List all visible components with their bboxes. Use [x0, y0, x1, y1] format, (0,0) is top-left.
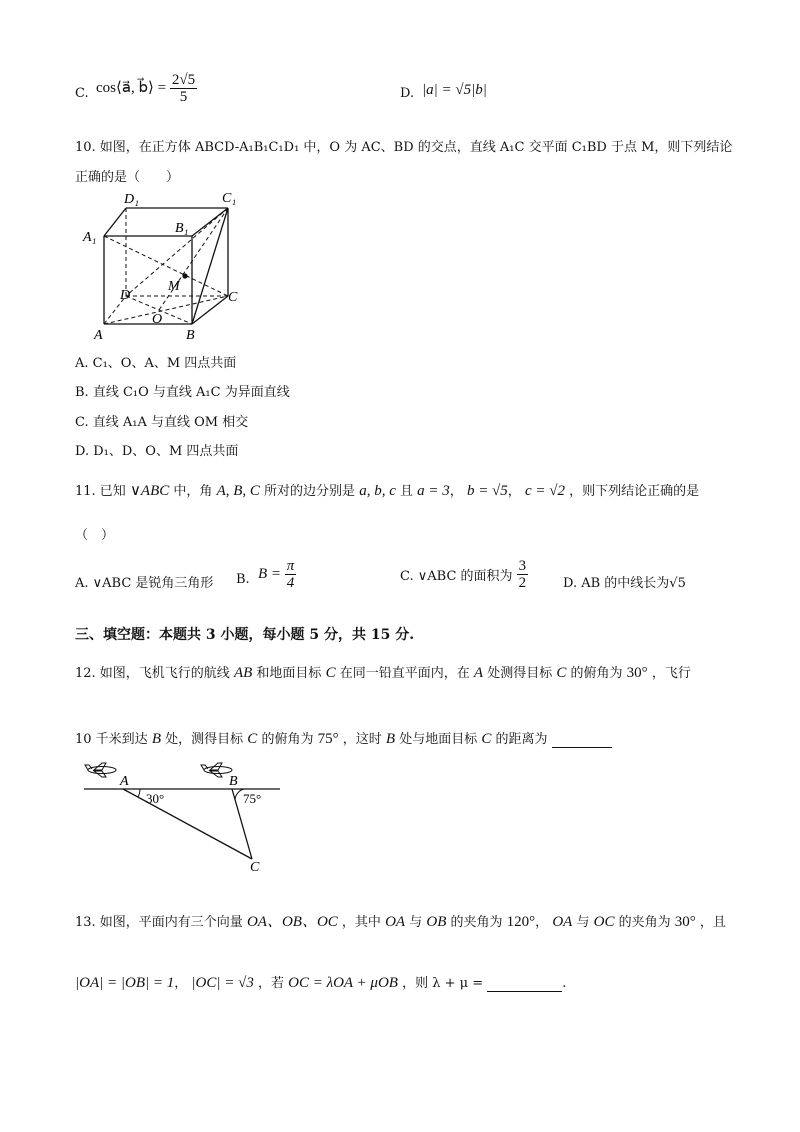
q12-b: B	[151, 731, 161, 747]
q13-line1-c2: 的夹角为	[618, 915, 671, 930]
q11-stem-e: ，则下列结论正确的是	[569, 484, 700, 499]
airplane-a-icon	[85, 763, 116, 777]
label-c: C	[228, 290, 238, 305]
q10-option-b: B. 直线 C₁O 与直线 A₁C 为异面直线	[75, 385, 290, 400]
q13-end: .	[562, 976, 567, 991]
q12-line1-c: 在同一铅直平面内，在	[339, 666, 470, 681]
airplane-b-icon	[201, 763, 232, 777]
q9-option-c-numerator: 2√5	[171, 72, 196, 88]
q13-oa: OA	[385, 914, 406, 930]
q12-line1-e: 的俯角为	[570, 666, 623, 681]
edge-a1d1	[104, 208, 126, 236]
q11-cond-c: c = √2	[524, 483, 565, 499]
q12-c3: C	[247, 731, 258, 747]
q13-yu-1: 与	[409, 915, 423, 930]
label-b: B	[229, 774, 238, 789]
q11-cond-b: b = √5	[466, 483, 508, 499]
label-c: C	[250, 860, 260, 875]
q9-option-d-label: D.	[400, 86, 415, 101]
q12-c4: C	[481, 731, 492, 747]
label-m: M	[168, 279, 180, 294]
q13-line1-a: 13. 如图，平面内有三个向量	[75, 915, 243, 930]
arc-30	[138, 789, 140, 797]
q11-stem-a: 11. 已知	[75, 484, 126, 499]
q12-c: C	[325, 665, 336, 681]
q11-option-b-label: B.	[236, 572, 250, 587]
q13-ruo: ，若	[257, 976, 284, 991]
q12-line2-e: 处与地面目标	[399, 732, 478, 747]
q11-option-c-denominator: 2	[518, 575, 527, 591]
label-b: B	[186, 328, 195, 343]
q12-line2-a: 10 千米到达	[75, 732, 148, 747]
q13-vectors: OA、OB、OC	[246, 914, 338, 930]
line-ac	[123, 789, 252, 859]
q13-eq1: |OA| = |OB| = 1	[75, 975, 175, 991]
q12-angle1: 30°	[626, 665, 648, 681]
q12-c2: C	[556, 665, 567, 681]
label-30: 30°	[146, 791, 165, 806]
q13-ob: OB	[426, 914, 447, 930]
label-d1: D₁	[124, 192, 139, 207]
label-75: 75°	[243, 791, 262, 806]
q13-answer-blank[interactable]	[487, 976, 562, 992]
label-a: A	[120, 774, 129, 789]
q13-angle-30: 30°	[674, 914, 696, 930]
q9-option-c-label: C.	[75, 86, 89, 101]
q13-oa-2: OA	[552, 914, 573, 930]
q11-stem-b: 中，角	[173, 484, 213, 499]
q11-sides: a, b, c	[359, 483, 396, 499]
q9-option-c-formula	[96, 72, 197, 105]
q11-option-b-fraction	[285, 558, 297, 591]
q10-option-a: A. C₁、O、A、M 四点共面	[75, 356, 237, 371]
q12-line2-d: ，这时	[342, 732, 382, 747]
q13-angle-120: 120°	[506, 914, 536, 930]
q13-line1-d: ，且	[699, 915, 726, 930]
q13-eq3: OC = λOA + μOB	[288, 975, 398, 991]
q11-option-b-denominator: 4	[286, 575, 295, 591]
label-d: D	[120, 288, 131, 303]
q13-line1-c: 的夹角为	[450, 915, 503, 930]
q12-line2	[75, 728, 612, 748]
q11-angles: A, B, C	[216, 483, 260, 499]
q12-ab: AB	[233, 665, 253, 681]
q11-stem-d: 且	[400, 484, 414, 499]
q11-option-c-text: C. ∨ABC 的面积为	[400, 569, 513, 584]
q10-option-c: C. 直线 A₁A 与直线 OM 相交	[75, 415, 249, 430]
q9-option-c-denominator: 5	[179, 89, 188, 105]
q13-line2: |OA| = |OB| = 1， |OC| = √3 ，若 OC = λOA + μOB ，则 λ + μ = .	[75, 975, 567, 991]
q11-option-d: D. AB 的中线长为√5	[563, 576, 686, 591]
q12-angle2: 75°	[317, 731, 339, 747]
q13-ze: ，则 λ + μ =	[402, 976, 484, 991]
edge-b1c1	[192, 208, 228, 236]
diag-c1b	[192, 208, 228, 324]
q13-line1: 13. 如图，平面内有三个向量 OA、OB、OC ，其中 OA 与 OB 的夹角为 120°， OA 与 OC 的夹角为 30° ，且	[75, 914, 726, 930]
q10-option-d: D. D₁、D、O、M 四点共面	[75, 444, 239, 459]
q12-line2-c: 的俯角为	[261, 732, 314, 747]
q11-triangle: ∨ABC	[129, 483, 170, 499]
q9-option-d-formula: |a| = √5|b|	[422, 82, 487, 98]
q13-eq2: |OC| = √3	[191, 975, 254, 991]
q12-line2-b: 处，测得目标	[165, 732, 244, 747]
q11-option-b-formula	[258, 558, 296, 591]
label-c1: C₁	[222, 191, 237, 206]
q10-cube-figure	[80, 188, 250, 343]
q11-option-b-numerator: π	[286, 558, 295, 574]
label-o: O	[152, 312, 163, 327]
q12-a: A	[473, 665, 484, 681]
q11-option-a: A. ∨ABC 是锐角三角形	[75, 576, 214, 591]
q11-paren: （ ）	[75, 528, 115, 543]
q12-line1-d: 处测得目标	[487, 666, 553, 681]
section-3-heading: 三、填空题：本题共 3 小题，每小题 5 分，共 15 分.	[75, 627, 415, 643]
q11-option-c	[400, 558, 528, 591]
q11-option-c-numerator: 3	[518, 558, 527, 574]
q9-option-c-expr: cos⟨a⃗, b⃗⟩ =	[96, 79, 167, 96]
q11-cond-a: a = 3	[417, 483, 450, 499]
point-m	[182, 273, 187, 278]
q12-line2-f: 的距离为	[495, 732, 548, 747]
q11-stem: 11. 已知 ∨ABC 中，角 A, B, C 所对的边分别是 a, b, c 且 a = 3， b = √5， c = √2 ，则下列结论正确的是	[75, 483, 700, 499]
q13-line1-b: ，其中	[341, 915, 381, 930]
q11-option-c-fraction	[517, 558, 529, 591]
q10-stem-line1: 10. 如图，在正方体 ABCD-A₁B₁C₁D₁ 中，O 为 AC、BD 的交点，直线 A₁C 交平面 C₁BD 于点 M，则下列结论	[75, 140, 733, 155]
q12-line1-f: ，飞行	[651, 666, 691, 681]
label-a: A	[94, 328, 103, 343]
q12-line1-a: 12. 如图，飞机飞行的航线	[75, 666, 230, 681]
q9-option-c-fraction	[170, 72, 197, 105]
q11-stem-c: 所对的边分别是	[264, 484, 356, 499]
q12-line1-b: 和地面目标	[256, 666, 322, 681]
q10-stem-line2: 正确的是（ ）	[75, 170, 180, 185]
q13-oc: OC	[593, 914, 615, 930]
q12-answer-blank[interactable]	[552, 732, 612, 748]
q12-figure	[80, 758, 290, 878]
q13-yu-2: 与	[576, 915, 590, 930]
label-a1: A₁	[83, 230, 97, 245]
label-b1: B₁	[175, 221, 189, 236]
q11-option-b-lhs: B =	[258, 565, 282, 582]
q12-line1	[75, 662, 691, 682]
q12-b2: B	[385, 731, 396, 747]
